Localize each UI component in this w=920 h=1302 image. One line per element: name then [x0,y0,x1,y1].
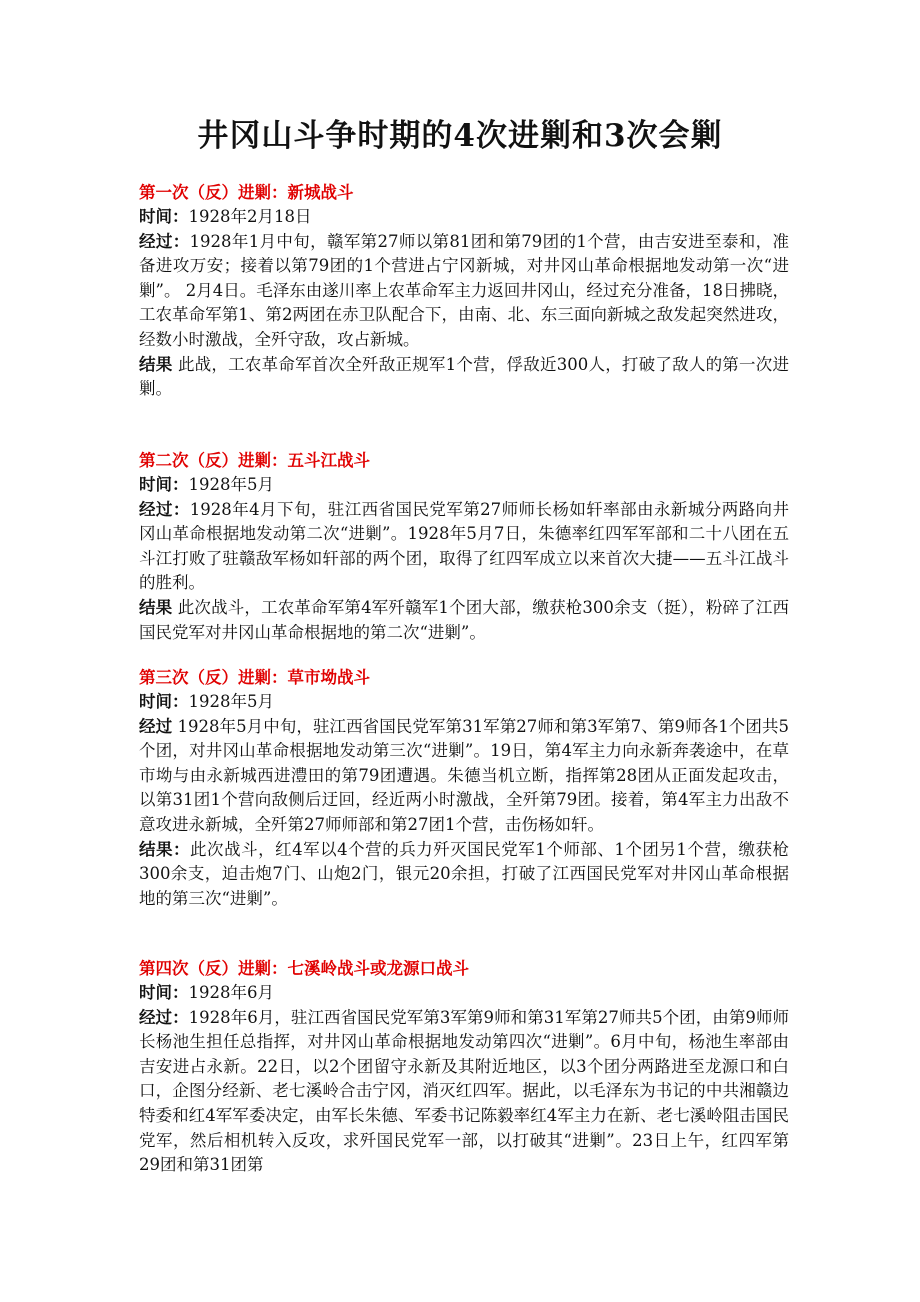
result-label: 结果 [139,354,173,374]
time-line [139,981,789,1006]
time-line [139,205,789,230]
result-label: 结果 [139,597,173,617]
section-heading: 第三次（反）进剿：草市坳战斗 [139,668,370,687]
process-label: 经过： [139,231,190,251]
section-heading: 第一次（反）进剿：新城战斗 [139,183,354,202]
process-text: 1928年5月中旬，驻江西省国民党军第31军第27师和第3军第7、第9师各1个团共5个团，对井冈山革命根据地发动第三次“进剿”。19日，第4军主力向永新奔袭途中，在草市坳与由永新城西进澧田的第79团遭遇。朱德当机立断，指挥第28团从正面发起攻击，以第31团1个营向敌侧后迂回，经近两小时激战，全歼第79团。接着，第4军主力出敌不意攻进永新城，全歼第27师师部和第27团1个营，击伤杨如轩。 [139,716,790,834]
section-2 [139,449,789,645]
result-paragraph [139,838,789,912]
result-paragraph [139,353,789,402]
time-value: 1928年5月 [188,692,274,711]
time-value: 1928年5月 [188,475,274,494]
time-label: 时间： [139,475,189,494]
result-text: 此次战斗，红4军以4个营的兵力歼灭国民党军1个师部、1个团另1个营，缴获枪300余支，迫击炮7门、山炮2门，银元20余担，打破了江西国民党军对井冈山革命根据地的第三次“进剿”。 [139,839,789,908]
process-paragraph [139,1006,789,1178]
result-paragraph [139,596,789,645]
process-label: 经过： [139,499,190,519]
section-3 [139,666,789,911]
section-heading: 第四次（反）进剿：七溪岭战斗或龙源口战斗 [139,959,469,978]
process-text: 1928年4月下旬，驻江西省国民党军第27师师长杨如轩率部由永新城分两路向井冈山革命根据地发动第二次“进剿”。1928年5月7日，朱德率红四军军部和二十八团在五斗江打败了驻赣敌军杨如轩部的两个团，取得了红四军成立以来首次大捷——五斗江战斗的胜利。 [139,499,789,593]
result-text: 此次战斗，工农革命军第4军歼赣军1个团大部，缴获枪300余支（挺），粉碎了江西国民党军对井冈山革命根据地的第二次“进剿”。 [139,597,790,642]
section-1 [139,181,789,402]
section-heading: 第二次（反）进剿：五斗江战斗 [139,451,370,470]
section-4 [139,957,789,1178]
process-paragraph [139,715,789,838]
result-label: 结果： [139,839,191,859]
process-paragraph [139,498,789,596]
process-text: 1928年1月中旬，赣军第27师以第81团和第79团的1个营，由吉安进至泰和，准备进攻万安；接着以第79团的1个营进占宁冈新城，对井冈山革命根据地发动第一次“进剿”。 2月4日。毛泽东由遂川率上农革命军主力返回井冈山，经过充分准备，18日拂晓，工农革命军第1、第2两团在赤卫队配合下，由南、北、东三面向新城之敌发起突然进攻，经数小时激战，全歼守敌，攻占新城。 [139,231,789,349]
process-label: 经过 [139,716,173,736]
process-label: 经过： [139,1007,189,1027]
document-title: 井冈山斗争时期的4次进剿和3次会剿 [197,118,723,154]
time-label: 时间： [139,207,189,226]
time-line [139,473,789,498]
time-label: 时间： [139,983,189,1002]
process-paragraph [139,230,789,353]
time-value: 1928年2月18日 [188,207,312,226]
time-value: 1928年6月 [188,983,274,1002]
time-label: 时间： [139,692,189,711]
time-line [139,690,789,715]
process-text: 1928年6月，驻江西省国民党军第3军第9师和第31军第27师共5个团，由第9师师长杨池生担任总指挥，对井冈山革命根据地发动第四次“进剿”。6月中旬，杨池生率部由吉安进占永新。22日，以2个团留守永新及其附近地区，以3个团分两路进至龙源口和白口，企图分经新、老七溪岭合击宁冈，消灭红四军。据此，以毛泽东为书记的中共湘赣边特委和红4军军委决定，由军长朱德、军委书记陈毅率红4军主力在新、老七溪岭阻击国民党军，然后相机转入反攻，求歼国民党军一部，以打破其“进剿”。23日上午，红四军第29团和第31团第 [139,1007,789,1175]
result-text: 此战，工农革命军首次全歼敌正规军1个营，俘敌近300人，打破了敌人的第一次进剿。 [139,354,789,399]
